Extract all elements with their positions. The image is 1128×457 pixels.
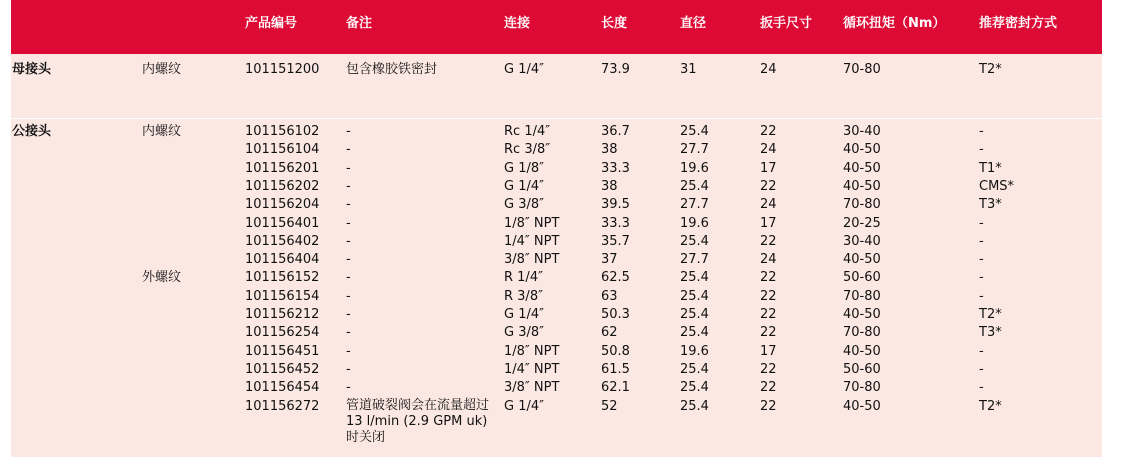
cell-wrench-size: 24 (760, 62, 777, 77)
cell-diameter: 25.4 (680, 398, 709, 414)
cell-seal: - (979, 252, 984, 268)
cell-torque: 40-50 (843, 252, 881, 268)
cell-torque: 20-25 (843, 215, 881, 231)
cell-length: 50.8 (601, 343, 630, 359)
cell-diameter: 27.7 (680, 142, 709, 158)
cell-note: - (346, 288, 351, 304)
cell-diameter: 25.4 (680, 124, 709, 139)
cell-seal: - (979, 142, 984, 158)
cell-note: - (346, 178, 351, 194)
cell-diameter: 25.4 (680, 270, 709, 286)
cell-note: - (346, 325, 351, 341)
cell-seal: - (979, 361, 984, 377)
cell-product-code: 101156154 (245, 288, 320, 304)
male-subgroup-internal-label: 内螺纹 (142, 124, 182, 139)
cell-seal: CMS* (979, 178, 1015, 194)
cell-seal: T2* (979, 307, 1002, 322)
cell-length: 52 (601, 398, 618, 414)
cell-wrench-size: 22 (760, 288, 777, 304)
cell-diameter: 25.4 (680, 307, 709, 322)
cell-length: 33.3 (601, 160, 630, 176)
table-header (11, 0, 1102, 54)
cell-note: - (346, 215, 351, 231)
cell-seal: T3* (979, 325, 1002, 341)
cell-wrench-size: 22 (760, 398, 777, 414)
cell-product-code: 101156404 (245, 252, 320, 268)
cell-length: 61.5 (601, 361, 630, 377)
cell-connection: G 1/4″ (504, 62, 544, 77)
cell-torque: 70-80 (843, 288, 881, 304)
cell-wrench-size: 22 (760, 124, 777, 139)
cell-connection: R 3/8″ (504, 288, 543, 304)
cell-product-code: 101156272 (245, 398, 320, 414)
cell-torque: 40-50 (843, 343, 881, 359)
header-torque: 循环扭矩（Nm） (843, 16, 946, 31)
cell-note: - (346, 380, 351, 396)
cell-torque: 50-60 (843, 270, 881, 286)
cell-diameter: 19.6 (680, 160, 709, 176)
cell-diameter: 25.4 (680, 233, 709, 249)
cell-note: - (346, 160, 351, 176)
cell-torque: 30-40 (843, 124, 881, 139)
cell-wrench-size: 17 (760, 215, 777, 231)
cell-note: - (346, 252, 351, 268)
male-section (11, 119, 1102, 457)
cell-wrench-size: 22 (760, 307, 777, 322)
cell-product-code: 101156202 (245, 178, 320, 194)
cell-wrench-size: 24 (760, 252, 777, 268)
cell-connection: Rc 1/4″ (504, 124, 551, 139)
cell-diameter: 31 (680, 62, 697, 77)
header-note: 备注 (346, 16, 373, 31)
cell-note: - (346, 124, 351, 139)
cell-torque: 40-50 (843, 307, 881, 322)
cell-connection: G 3/8″ (504, 325, 544, 341)
cell-connection: 3/8″ NPT (504, 380, 560, 396)
cell-length: 33.3 (601, 215, 630, 231)
header-length: 长度 (601, 16, 628, 31)
cell-connection: G 3/8″ (504, 197, 544, 213)
cell-length: 73.9 (601, 62, 630, 77)
cell-note: 包含橡胶铁密封 (346, 62, 438, 77)
cell-product-code: 101156454 (245, 380, 320, 396)
cell-note: - (346, 142, 351, 158)
cell-note: - (346, 307, 351, 322)
cell-length: 62.1 (601, 380, 630, 396)
cell-torque: 70-80 (843, 380, 881, 396)
cell-wrench-size: 22 (760, 270, 777, 286)
cell-torque: 70-80 (843, 325, 881, 341)
cell-torque: 40-50 (843, 178, 881, 194)
cell-product-code: 101156204 (245, 197, 320, 213)
cell-note: - (346, 361, 351, 377)
cell-product-code: 101156452 (245, 361, 320, 377)
cell-length: 62.5 (601, 270, 630, 286)
cell-product-code: 101156212 (245, 307, 320, 322)
cell-length: 38 (601, 178, 618, 194)
cell-torque: 40-50 (843, 398, 881, 414)
female-section (11, 54, 1102, 118)
male-subgroup-external-label: 外螺纹 (142, 270, 182, 285)
cell-length: 62 (601, 325, 618, 341)
cell-torque: 40-50 (843, 142, 881, 158)
cell-connection: 3/8″ NPT (504, 252, 560, 268)
cell-note: 管道破裂阀会在流量超过 13 l/min (2.9 GPM uk) 时关闭 (346, 397, 490, 445)
cell-diameter: 27.7 (680, 252, 709, 268)
header-seal: 推荐密封方式 (979, 16, 1058, 31)
cell-seal: - (979, 124, 984, 139)
cell-connection: G 1/4″ (504, 307, 544, 322)
cell-connection: R 1/4″ (504, 270, 543, 286)
cell-diameter: 25.4 (680, 288, 709, 304)
cell-product-code: 101156254 (245, 325, 320, 341)
cell-note: - (346, 233, 351, 249)
header-diameter: 直径 (680, 16, 707, 31)
cell-connection: 1/8″ NPT (504, 343, 560, 359)
cell-diameter: 25.4 (680, 178, 709, 194)
cell-length: 39.5 (601, 197, 630, 213)
cell-product-code: 101156401 (245, 215, 320, 231)
cell-wrench-size: 22 (760, 233, 777, 249)
cell-connection: G 1/4″ (504, 398, 544, 414)
cell-seal: - (979, 270, 984, 286)
cell-product-code: 101156152 (245, 270, 320, 286)
cell-product-code: 101156104 (245, 142, 320, 158)
cell-seal: - (979, 233, 984, 249)
cell-note: - (346, 197, 351, 213)
cell-torque: 70-80 (843, 197, 881, 213)
cell-connection: G 1/4″ (504, 178, 544, 194)
cell-diameter: 19.6 (680, 343, 709, 359)
cell-wrench-size: 22 (760, 380, 777, 396)
cell-diameter: 25.4 (680, 361, 709, 377)
cell-length: 35.7 (601, 233, 630, 249)
cell-connection: 1/8″ NPT (504, 215, 560, 231)
cell-length: 63 (601, 288, 618, 304)
cell-diameter: 27.7 (680, 197, 709, 213)
cell-wrench-size: 22 (760, 178, 777, 194)
cell-note: - (346, 343, 351, 359)
male-group-label: 公接头 (12, 124, 52, 139)
cell-seal: T2* (979, 398, 1002, 414)
coupling-spec-table (11, 0, 1102, 457)
cell-product-code: 101156102 (245, 124, 320, 139)
cell-connection: Rc 3/8″ (504, 142, 551, 158)
cell-wrench-size: 22 (760, 325, 777, 341)
cell-diameter: 25.4 (680, 325, 709, 341)
cell-length: 37 (601, 252, 618, 268)
cell-torque: 50-60 (843, 361, 881, 377)
header-connection: 连接 (504, 16, 531, 31)
cell-diameter: 25.4 (680, 380, 709, 396)
cell-torque: 40-50 (843, 160, 881, 176)
cell-product-code: 101151200 (245, 62, 320, 77)
cell-wrench-size: 24 (760, 197, 777, 213)
cell-wrench-size: 17 (760, 343, 777, 359)
female-group-label: 母接头 (12, 62, 52, 77)
female-subgroup-label: 内螺纹 (142, 62, 182, 77)
cell-torque: 70-80 (843, 62, 881, 77)
cell-seal: - (979, 215, 984, 231)
cell-torque: 30-40 (843, 233, 881, 249)
cell-diameter: 19.6 (680, 215, 709, 231)
cell-note: - (346, 270, 351, 286)
cell-product-code: 101156451 (245, 343, 320, 359)
cell-seal: - (979, 343, 984, 359)
cell-wrench-size: 17 (760, 160, 777, 176)
cell-wrench-size: 22 (760, 361, 777, 377)
cell-product-code: 101156201 (245, 160, 320, 176)
cell-seal: T2* (979, 62, 1002, 77)
header-product-code: 产品编号 (245, 16, 298, 31)
cell-length: 50.3 (601, 307, 630, 322)
cell-length: 36.7 (601, 124, 630, 139)
cell-connection: 1/4″ NPT (504, 361, 560, 377)
cell-seal: - (979, 380, 984, 396)
cell-connection: 1/4″ NPT (504, 233, 560, 249)
header-wrench-size: 扳手尺寸 (760, 16, 813, 31)
cell-length: 38 (601, 142, 618, 158)
cell-product-code: 101156402 (245, 233, 320, 249)
cell-connection: G 1/8″ (504, 160, 544, 176)
cell-seal: T1* (979, 160, 1002, 176)
cell-seal: - (979, 288, 984, 304)
cell-wrench-size: 24 (760, 142, 777, 158)
cell-seal: T3* (979, 197, 1002, 213)
